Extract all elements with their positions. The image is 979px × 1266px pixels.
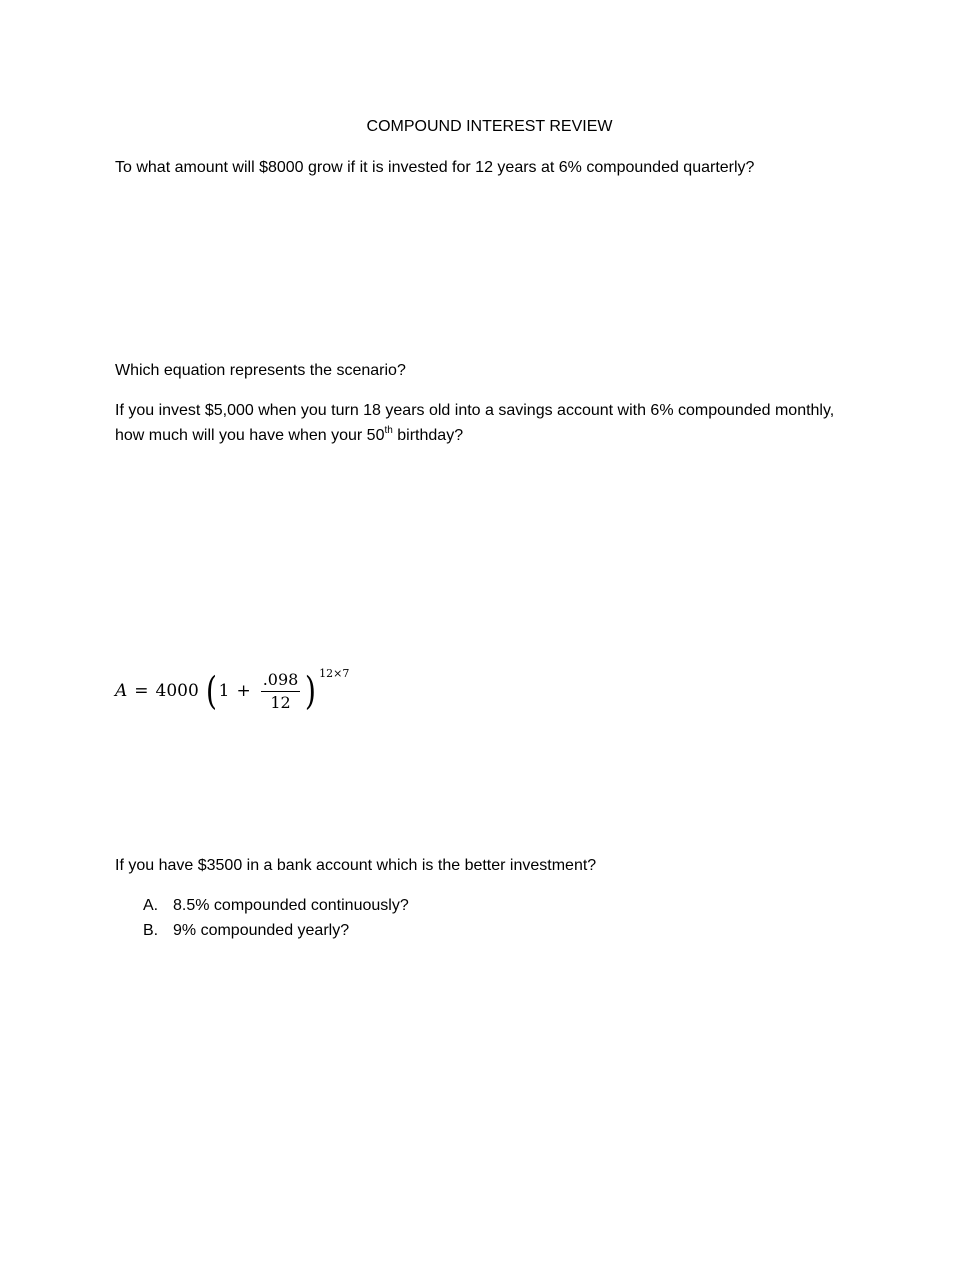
- equation-variable: A: [115, 681, 128, 701]
- option-letter: A.: [143, 897, 159, 914]
- question-3-end: birthday?: [392, 426, 464, 444]
- equation-fraction: [261, 670, 301, 713]
- equation-principal: 4000: [155, 681, 199, 701]
- option-a: [143, 894, 643, 919]
- option-letter: B.: [143, 921, 159, 939]
- equation-open-paren: (: [205, 669, 217, 713]
- compound-interest-equation: [115, 665, 349, 717]
- equation-one: 1: [218, 681, 230, 701]
- fraction-numerator: .098: [261, 670, 301, 692]
- question-3: [115, 399, 865, 448]
- page-title: COMPOUND INTEREST REVIEW: [366, 118, 613, 135]
- question-4: If you have $3500 in a bank account which is the better investment?: [115, 857, 597, 874]
- option-b: [143, 919, 643, 944]
- equation-close-paren: ): [305, 669, 317, 713]
- option-text: 8.5% compounded continuously?: [173, 897, 409, 914]
- question-2: Which equation represents the scenario?: [115, 362, 406, 379]
- option-text: 9% compounded yearly?: [173, 921, 350, 939]
- question-3-text: If you invest $5,000 when you turn 18 years old into a savings account with 6% compounded monthly, how much will you have when your 50: [115, 402, 835, 444]
- equation-equals: =: [134, 681, 149, 701]
- fraction-denominator: 12: [270, 692, 291, 712]
- option-list: [143, 894, 643, 943]
- ordinal-suffix: th: [384, 424, 393, 436]
- equation-plus: +: [236, 681, 251, 701]
- question-1: To what amount will $8000 grow if it is invested for 12 years at 6% compounded quarterly?: [115, 159, 755, 176]
- equation-exponent: 12×7: [319, 667, 350, 680]
